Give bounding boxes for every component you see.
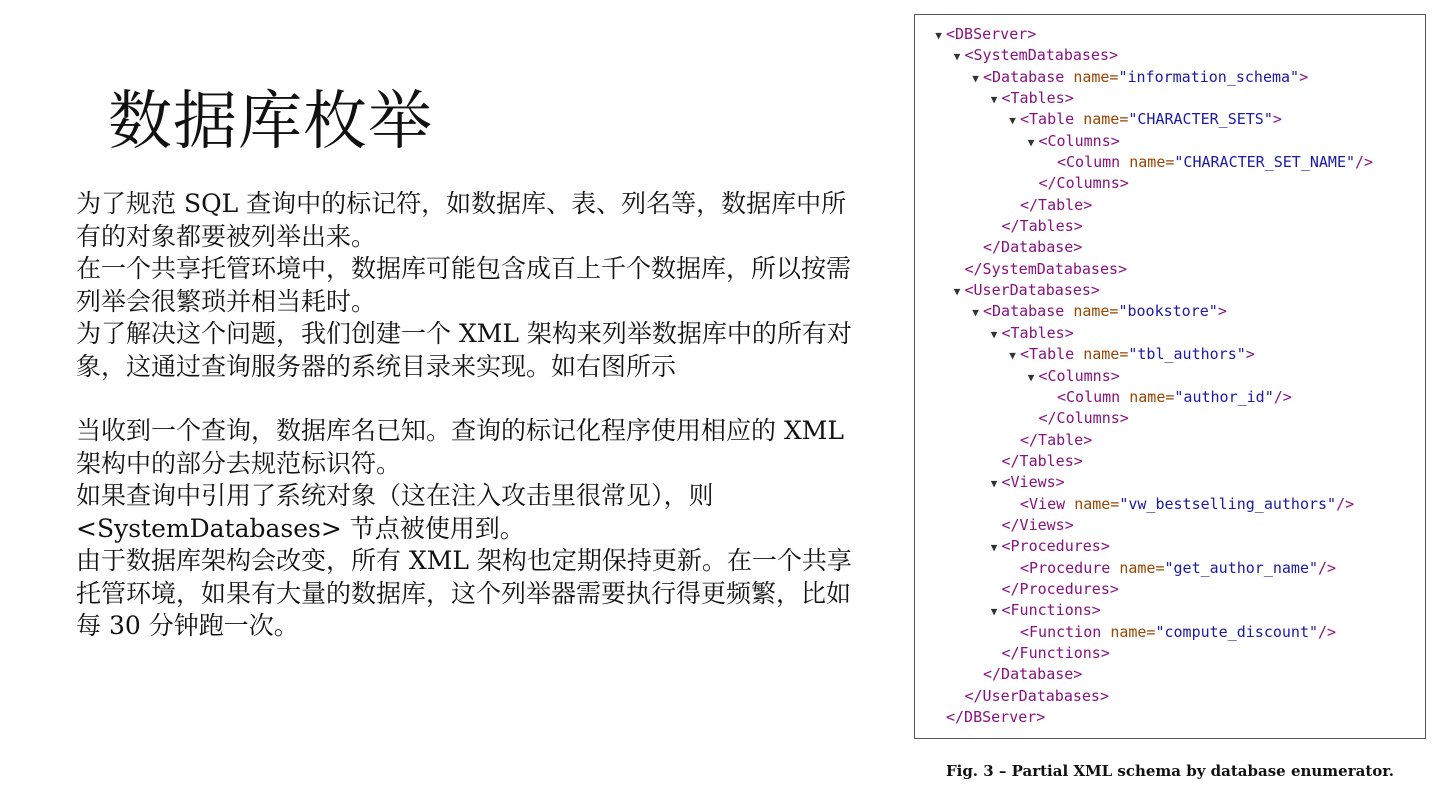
paragraph-spacer: [76, 383, 856, 415]
paragraph: 当收到一个查询，数据库名已知。查询的标记化程序使用相应的 XML 架构中的部分去规范标识符。: [76, 416, 852, 478]
xml-tag-end: />: [1273, 387, 1292, 406]
xml-attribute-value: "get_author_name": [1164, 558, 1319, 577]
xml-line: [915, 536, 1425, 557]
xml-line: [915, 88, 1425, 109]
xml-attribute-value: "bookstore": [1118, 302, 1218, 321]
xml-attribute: name=: [1083, 345, 1129, 364]
xml-tag: </Columns>: [1038, 174, 1129, 193]
paragraph: 在一个共享托管环境中，数据库可能包含成百上千个数据库，所以按需列举会很繁琐并相当耗时。: [76, 254, 852, 316]
xml-line: [915, 24, 1425, 45]
xml-tag: </Table>: [1020, 195, 1093, 214]
xml-line: [915, 323, 1425, 344]
xml-tag: <Procedure: [1020, 558, 1120, 577]
xml-line: [915, 387, 1425, 408]
collapse-triangle-icon[interactable]: ▼: [1027, 370, 1035, 384]
collapse-triangle-icon[interactable]: ▼: [1009, 114, 1016, 128]
xml-line: [915, 622, 1425, 643]
xml-tag: <Database: [983, 302, 1074, 321]
xml-tag-end: >: [1245, 345, 1255, 364]
xml-line: [915, 195, 1425, 216]
xml-tag: </Views>: [1001, 515, 1074, 534]
xml-tag-end: />: [1318, 558, 1337, 577]
xml-attribute-value: "tbl_authors": [1128, 345, 1246, 364]
xml-attribute: name=: [1119, 558, 1165, 577]
xml-line: [915, 664, 1425, 685]
collapse-triangle-icon[interactable]: ▼: [990, 93, 998, 107]
xml-tag: </SystemDatabases>: [964, 259, 1128, 278]
xml-attribute: name=: [1110, 622, 1156, 641]
xml-line: [915, 344, 1425, 365]
paragraph: 为了解决这个问题，我们创建一个 XML 架构来列举数据库中的所有对象，这通过查询服务器的系统目录来实现。如右图所示: [76, 319, 852, 381]
slide-body: [76, 188, 856, 643]
xml-tag: <Tables>: [1001, 323, 1074, 342]
xml-line: [915, 408, 1425, 429]
xml-tag-end: >: [1217, 302, 1227, 321]
xml-tag: </DBServer>: [946, 708, 1046, 726]
xml-attribute: name=: [1074, 494, 1120, 513]
xml-line: [915, 45, 1425, 66]
xml-attribute-value: "vw_bestselling_authors": [1119, 494, 1337, 513]
xml-attribute: name=: [1129, 387, 1175, 406]
xml-line: [915, 131, 1425, 152]
xml-attribute: name=: [1129, 153, 1175, 172]
xml-attribute: name=: [1083, 110, 1129, 129]
xml-line: [915, 173, 1425, 194]
xml-tag: <Function: [1020, 622, 1111, 641]
xml-line: [915, 301, 1425, 322]
xml-tag: </UserDatabases>: [964, 686, 1109, 705]
collapse-triangle-icon[interactable]: ▼: [935, 29, 942, 42]
xml-tag-end: />: [1336, 494, 1355, 513]
xml-tag-end: >: [1272, 110, 1282, 129]
xml-tag: </Database>: [983, 238, 1083, 257]
xml-tag: <DBServer>: [946, 25, 1037, 43]
xml-line: [915, 152, 1425, 173]
xml-tag: </Procedures>: [1001, 579, 1119, 598]
collapse-triangle-icon[interactable]: ▼: [972, 306, 979, 320]
xml-line: [915, 558, 1425, 579]
xml-line: [915, 366, 1425, 387]
xml-line: [915, 515, 1425, 536]
xml-line: [915, 472, 1425, 493]
xml-attribute: name=: [1073, 67, 1119, 86]
xml-line: [915, 259, 1425, 280]
xml-line: [915, 67, 1425, 88]
xml-line: [915, 686, 1425, 707]
xml-attribute-value: "compute_discount": [1155, 622, 1319, 641]
xml-tag: <Database: [983, 67, 1074, 86]
xml-tag: </Tables>: [1001, 451, 1083, 470]
xml-tag: <Columns>: [1038, 366, 1120, 385]
xml-attribute-value: "CHARACTER_SET_NAME": [1174, 153, 1356, 172]
xml-line: [915, 109, 1425, 130]
xml-attribute-value: "CHARACTER_SETS": [1128, 110, 1273, 129]
xml-line: [915, 579, 1425, 600]
xml-line: [915, 494, 1425, 515]
xml-tag: <SystemDatabases>: [964, 46, 1119, 65]
collapse-triangle-icon[interactable]: ▼: [990, 477, 998, 491]
xml-tag: <View: [1020, 494, 1075, 513]
figure-caption: Fig. 3 – Partial XML schema by database enumerator.: [945, 762, 1395, 780]
xml-tag: <Columns>: [1038, 131, 1120, 150]
paragraph: 如果查询中引用了系统对象（这在注入攻击里很常见），则 <SystemDatabases> 节点被使用到。: [76, 481, 722, 543]
xml-line: [915, 600, 1425, 621]
xml-tag: <Column: [1057, 387, 1130, 406]
paragraph: 为了规范 SQL 查询中的标记符，如数据库、表、列名等，数据库中所有的对象都要被列举出来。: [76, 189, 847, 251]
collapse-triangle-icon[interactable]: ▼: [990, 605, 998, 619]
collapse-triangle-icon[interactable]: ▼: [990, 327, 998, 341]
xml-line: [915, 451, 1425, 472]
xml-attribute-value: "information_schema": [1118, 67, 1300, 86]
xml-tag-end: />: [1318, 622, 1337, 641]
xml-line: [915, 216, 1425, 237]
xml-line: [915, 237, 1425, 258]
slide-title: 数据库枚举: [108, 85, 433, 159]
collapse-triangle-icon[interactable]: ▼: [1027, 135, 1035, 149]
xml-tag: <Table: [1020, 345, 1084, 364]
xml-tag: <UserDatabases>: [964, 281, 1100, 300]
xml-attribute-value: "author_id": [1174, 387, 1274, 406]
xml-schema-figure: [914, 14, 1426, 739]
xml-line: [915, 430, 1425, 451]
xml-tag: <Functions>: [1001, 601, 1101, 620]
xml-attribute: name=: [1073, 302, 1119, 321]
xml-tag: <Tables>: [1001, 89, 1074, 108]
collapse-triangle-icon[interactable]: ▼: [972, 71, 979, 85]
xml-line: [915, 643, 1425, 664]
xml-tag: <Table: [1020, 110, 1084, 129]
xml-tag: </Table>: [1020, 430, 1093, 449]
xml-tag: </Tables>: [1001, 217, 1083, 236]
xml-tag: <Column: [1057, 153, 1130, 172]
collapse-triangle-icon[interactable]: ▼: [953, 50, 961, 64]
xml-tag: <Procedures>: [1001, 537, 1110, 556]
xml-tag: </Functions>: [1001, 643, 1110, 662]
collapse-triangle-icon[interactable]: ▼: [1009, 349, 1016, 363]
paragraph: 由于数据库架构会改变，所有 XML 架构也定期保持更新。在一个共享托管环境，如果有大量的数据库，这个列举器需要执行得更频繁，比如每 30 分钟跑一次。: [76, 546, 852, 640]
xml-tag-end: >: [1299, 67, 1309, 86]
xml-tag: </Columns>: [1038, 409, 1129, 428]
xml-tag: <Views>: [1001, 473, 1065, 492]
xml-line: [915, 707, 1425, 728]
collapse-triangle-icon[interactable]: ▼: [953, 285, 961, 299]
xml-tag-end: />: [1355, 153, 1374, 172]
collapse-triangle-icon[interactable]: ▼: [990, 541, 998, 555]
xml-tag: </Database>: [983, 665, 1083, 684]
xml-line: [915, 280, 1425, 301]
